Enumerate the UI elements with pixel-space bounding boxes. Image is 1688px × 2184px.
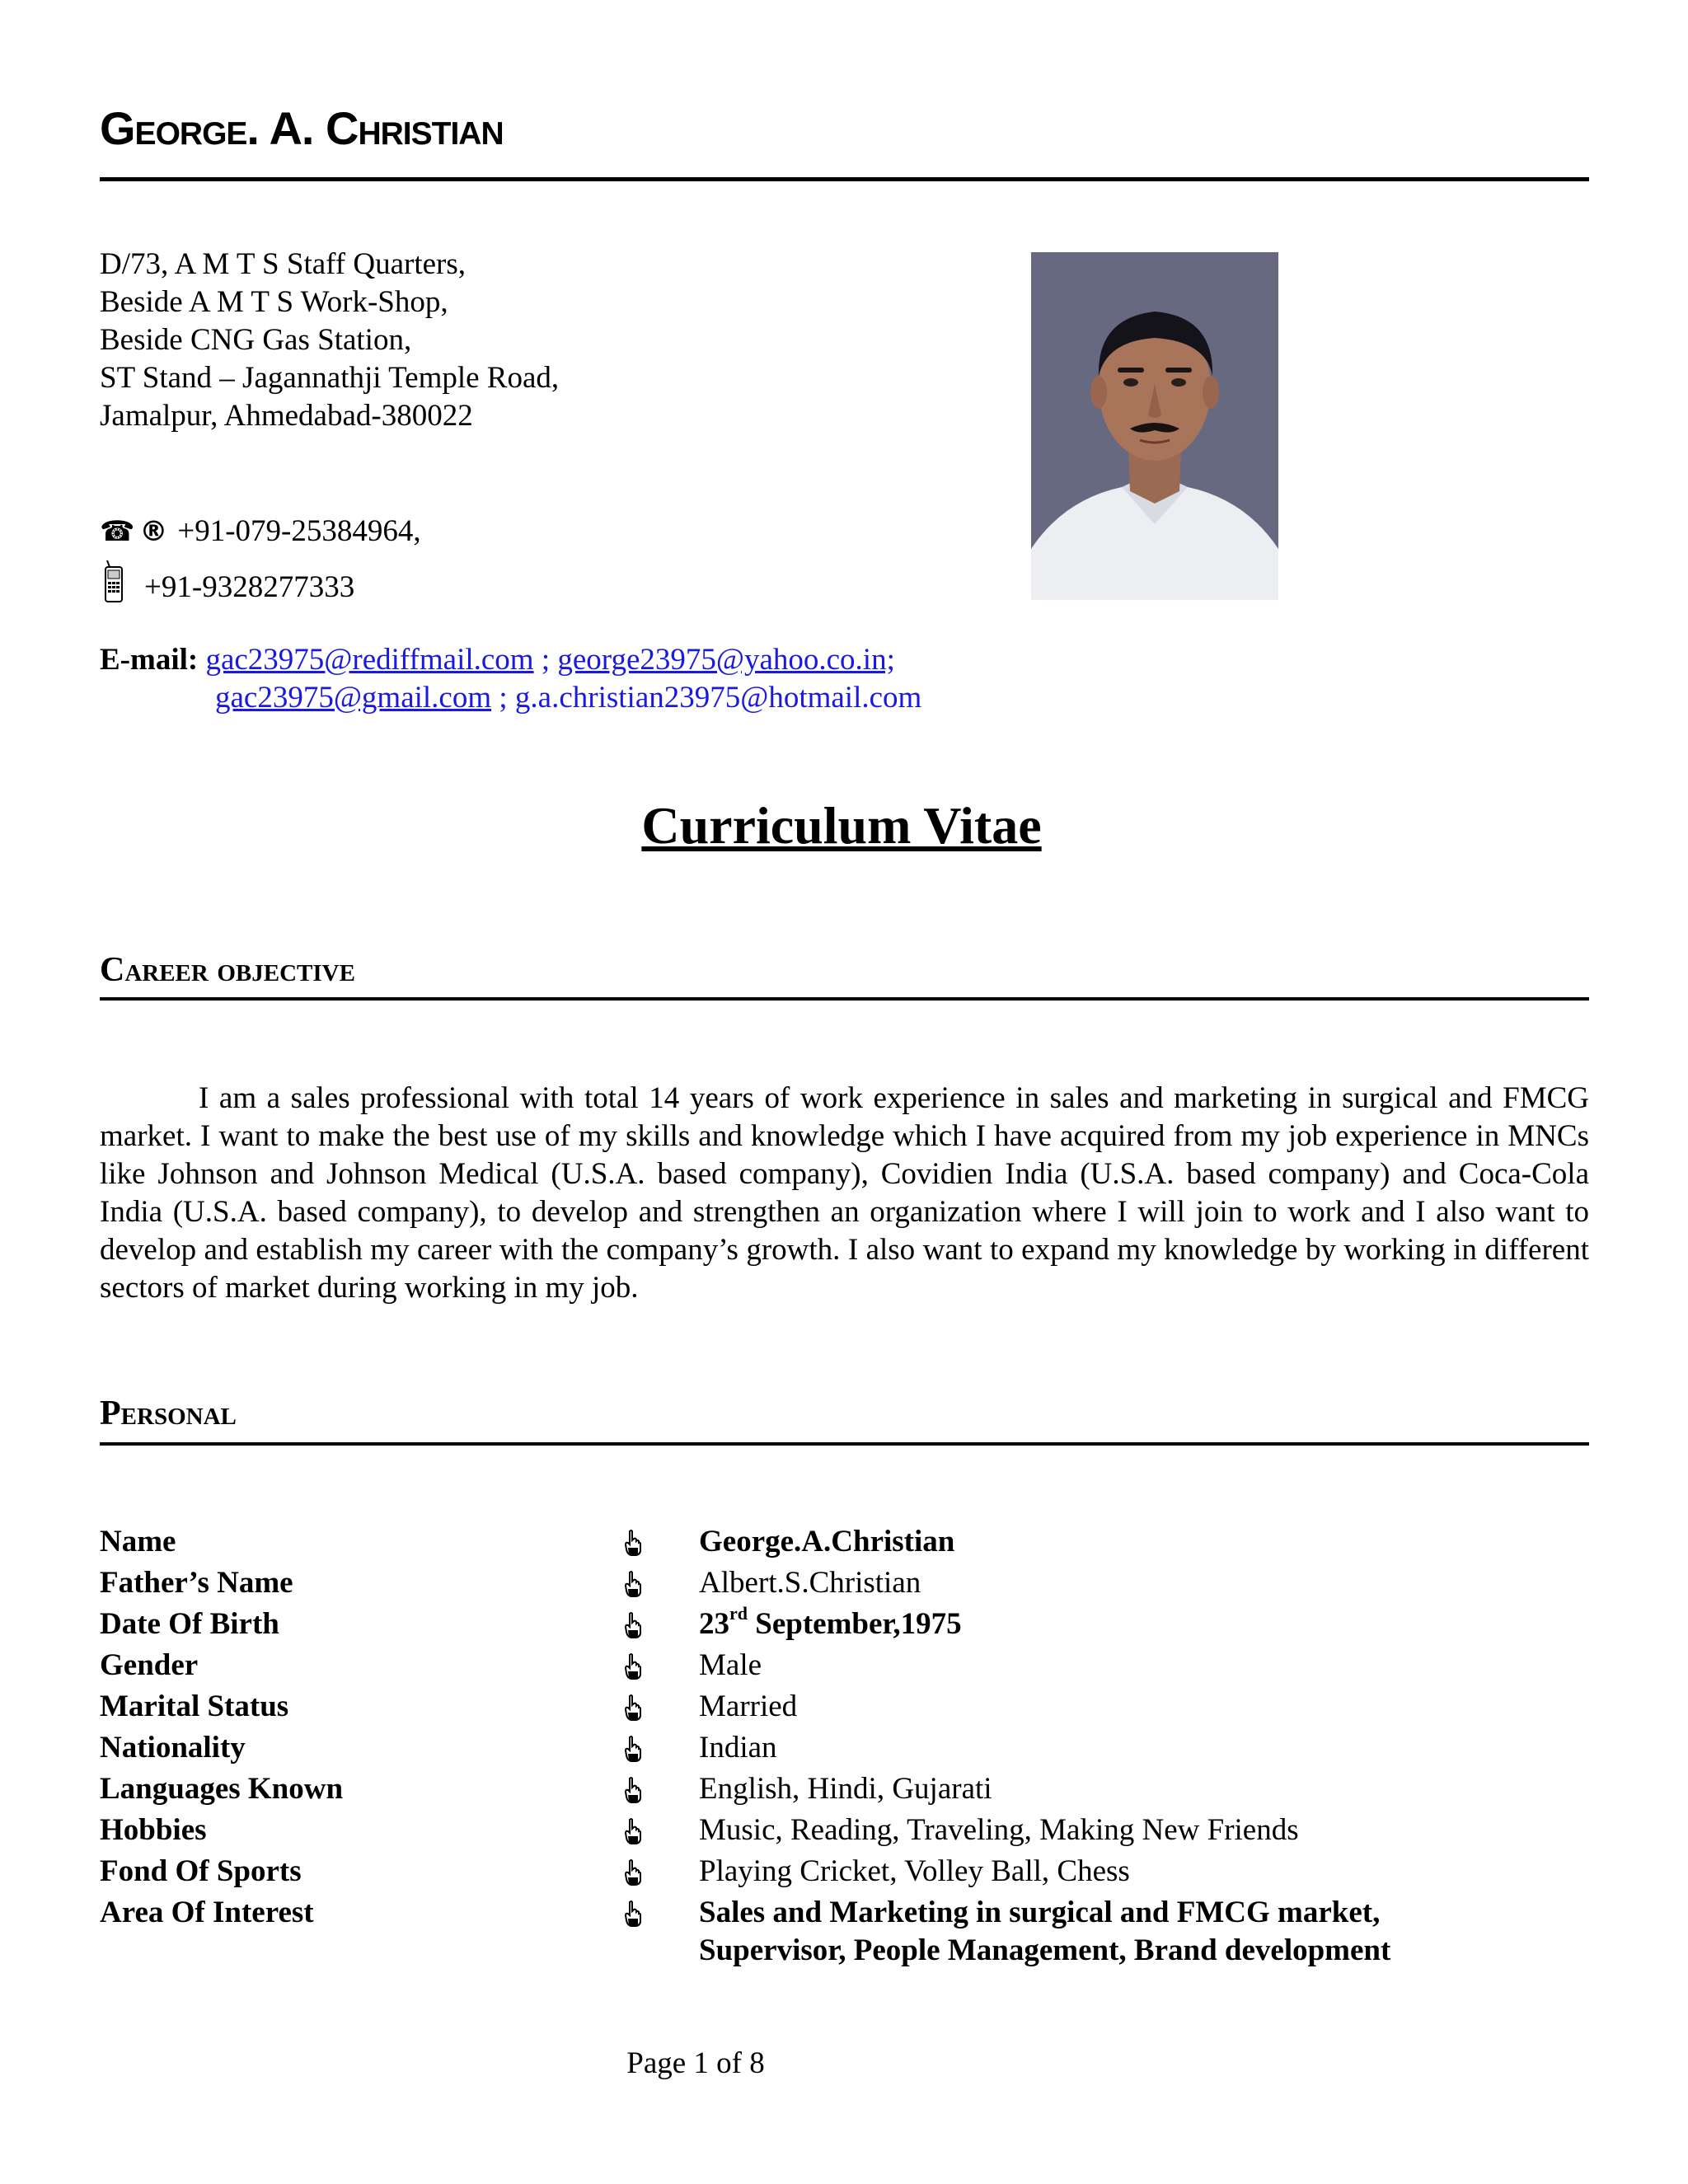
personal-value: Married — [699, 1690, 798, 1723]
personal-label: Marital Status — [100, 1690, 289, 1723]
personal-row — [100, 1729, 1589, 1770]
mobile-number: +91-9328277333 — [144, 570, 355, 604]
personal-row — [100, 1770, 1589, 1811]
personal-label: Name — [100, 1525, 176, 1558]
pointing-hand-icon — [624, 1693, 642, 1719]
personal-value: Playing Cricket, Volley Ball, Chess — [699, 1854, 1130, 1888]
mobile-phone-icon — [100, 560, 133, 615]
mobile-row — [100, 560, 354, 615]
personal-value: English, Hindi, Gujarati — [699, 1772, 992, 1806]
personal-label: Languages Known — [100, 1772, 344, 1806]
career-objective-text: I am a sales professional with total 14 years of work experience in sales and marketing in surgical and FMCG market. I want to make the best use of my skills and knowledge which I have acquired from my job experience in MNCs like Johnson and Johnson Medical (U.S.A. based company), Covidien India (U.S.A. based company) and Coca-Cola India (U.S.A. based company), to develop and strengthen an organization where I will join to work and I also want to develop and establish my career with the company’s growth. I also want to expand my knowledge by working in different sectors of market during working in my job. — [100, 1081, 1589, 1305]
interest-line: Sales and Marketing in surgical and FMCG market, — [699, 1896, 1381, 1929]
pointing-hand-icon — [624, 1734, 642, 1760]
landline-number: +91-079-25384964, — [177, 514, 421, 548]
section-divider — [100, 1442, 1589, 1446]
dob-ordinal: rd — [729, 1602, 748, 1624]
registered-mark: ® — [139, 515, 168, 548]
personal-value: Indian — [699, 1731, 777, 1765]
interest-line: Supervisor, People Management, Brand development — [699, 1933, 1391, 1967]
personal-label: Date Of Birth — [100, 1607, 279, 1641]
pointing-hand-icon — [624, 1775, 642, 1802]
email-separator: ; — [491, 681, 515, 715]
pointing-hand-icon — [624, 1652, 642, 1678]
career-objective-heading: Career objective — [100, 951, 355, 989]
section-divider — [100, 997, 1589, 1001]
personal-row — [100, 1564, 1589, 1605]
personal-value: George.A.Christian — [699, 1525, 955, 1558]
personal-label: Gender — [100, 1648, 199, 1682]
address-line: ST Stand – Jagannathji Temple Road, — [100, 361, 560, 395]
page-number: Page 1 of 8 — [626, 2046, 765, 2080]
personal-label: Father’s Name — [100, 1566, 293, 1600]
profile-photo — [1031, 252, 1278, 600]
email-separator: ; — [533, 643, 558, 677]
personal-row — [100, 1853, 1589, 1894]
personal-row — [100, 1647, 1589, 1688]
personal-label: Hobbies — [100, 1813, 207, 1847]
personal-row — [100, 1811, 1589, 1853]
personal-value — [699, 1602, 962, 1643]
personal-value: Music, Reading, Traveling, Making New Friends — [699, 1813, 1299, 1847]
address-line: Jamalpur, Ahmedabad-380022 — [100, 399, 473, 433]
address-line: Beside CNG Gas Station, — [100, 323, 412, 357]
email-hotmail: g.a.christian23975@hotmail.com — [514, 681, 922, 715]
personal-row — [100, 1523, 1589, 1564]
email-link-rediffmail[interactable]: gac23975@rediffmail.com — [205, 643, 534, 677]
personal-value: Albert.S.Christian — [699, 1566, 921, 1600]
pointing-hand-icon — [624, 1610, 642, 1637]
document-title: Curriculum Vitae — [641, 796, 1042, 855]
telephone-icon: ☎ — [100, 515, 135, 548]
personal-row — [100, 1602, 1589, 1647]
address-line: Beside A M T S Work-Shop, — [100, 285, 448, 319]
personal-label: Fond Of Sports — [100, 1854, 302, 1888]
personal-row — [100, 1688, 1589, 1729]
dob-day: 23 — [699, 1607, 729, 1641]
personal-value — [699, 1894, 1390, 1970]
email-link-gmail[interactable]: gac23975@gmail.com — [215, 681, 492, 715]
email-block — [100, 641, 921, 717]
header-divider — [100, 177, 1589, 181]
address-block — [100, 246, 559, 435]
candidate-name-heading: George. A. Christian — [100, 102, 504, 154]
personal-label: Area Of Interest — [100, 1896, 314, 1929]
landline-row — [100, 513, 421, 551]
email-label: E-mail: — [100, 643, 199, 677]
pointing-hand-icon — [624, 1528, 642, 1554]
pointing-hand-icon — [624, 1569, 642, 1596]
address-line: D/73, A M T S Staff Quarters, — [100, 247, 467, 281]
personal-row — [100, 1894, 1589, 1973]
personal-label: Nationality — [100, 1731, 246, 1765]
personal-heading: Personal — [100, 1394, 237, 1432]
pointing-hand-icon — [624, 1858, 642, 1884]
dob-month-year: September,1975 — [748, 1607, 962, 1641]
pointing-hand-icon — [624, 1816, 642, 1843]
personal-value: Male — [699, 1648, 762, 1682]
personal-details-table — [100, 1523, 1589, 1973]
email-link-yahoo[interactable]: george23975@yahoo.co.in; — [557, 643, 895, 677]
pointing-hand-icon — [624, 1899, 642, 1925]
